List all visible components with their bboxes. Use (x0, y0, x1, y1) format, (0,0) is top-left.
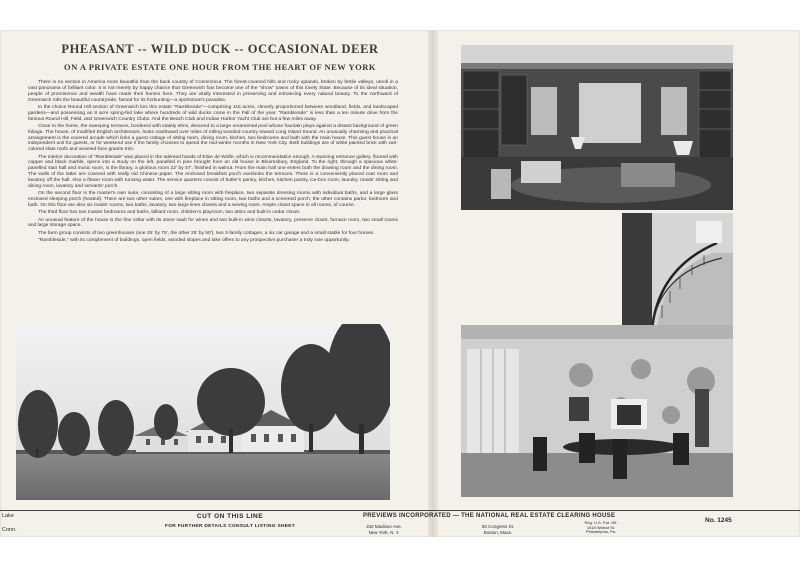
cut-line-label: CUT ON THIS LINE (196, 513, 264, 520)
address-philadelphia (566, 521, 636, 535)
page-subtitle: ON A PRIVATE ESTATE ONE HOUR FROM THE HEART OF NEW YORK (64, 62, 376, 72)
details-note: FOR FURTHER DETAILS CONSULT LISTING SHEET (165, 524, 295, 529)
paragraph: The farm group consists of two greenhouses (one 25' by 75', the other 25' by 50'), two 2-family cottages, a six car garage and a small stable for four horses. (38, 230, 375, 236)
address-line: 342 Madison Ave. (366, 524, 402, 529)
listing-number: No. 1245 (705, 517, 732, 524)
right-page (440, 30, 800, 510)
library-interior-photo (461, 45, 733, 210)
estate-exterior-photo (16, 324, 390, 500)
trademark-note: Reg. U.S. Pat. Off. (584, 520, 618, 525)
footer-strip (0, 510, 800, 538)
address-new-york (354, 524, 414, 535)
company-name: PREVIEWS INCORPORATED — THE NATIONAL REAL ESTATE CLEARING HOUSE (363, 513, 616, 519)
paragraph: "Rambleside," with its complement of buildings, open fields, wooded slopes and lake offers to any prospective purchaser a truly rare opportunity. (38, 238, 350, 244)
footer-location-lake: Lake (2, 513, 14, 519)
address-line: Boston, Mass. (483, 529, 513, 535)
paragraph: The interior decoration of "Rambleside" was placed in the talented hands of Elsie de Wolfe, which is recommendation enough. A stunning entrance gallery, floored with copper and black marble, opens into a study on the left, panelled in pine brought from an old house in Bloomsbury, England. To the right, through a spacious white-panelled stair hall and music room, is the library, a glorious room 22' by 57', finished in walnut. From the main hall one enters both the drawing room and the dining room. The walls of the latter are covered with really old Chinese paper. The enclosed breakfast porch overlooks the terraces. There is a conveniently placed coat room and lavatory off the hall. Also a flower room with running water. The service quarters consist of butler's pantry, kitchen, kitchen pantry, ice-box room, laundry, maids' sitting and dining room, lavatory and servants' porch. (28, 154, 398, 189)
left-page (0, 30, 430, 510)
paragraph: Close to the home, the sweeping terraces, bordered with stately elms, descend to a large ornamental pool whose fountain plays against a distant background of green foliage. The house, of modified English architecture, looks southward over miles of rolling wooded country toward Long Island Sound. An unusually charming and practical arrangement is the covered arcade which links a guest cottage of sitting room, dining room, kitchen, two bedrooms and bath with the main house. This guest house is an independent unit for guests, or for weekend use if the family chooses to spend the mid-winter months in New York City. Both buildings are of white painted brick with vari-colored slate roofs and seamed-face granite trim. (28, 123, 398, 153)
paragraph: An unusual feature of the house is the fine cellar with its stone vault for wines and two built-in wine closets, lavatory, preserve closet, furnace room, two small rooms and large storage space. (28, 217, 398, 229)
paragraph: There is no section in America more beautiful than the back country of Connecticut. The forest-covered hills and rocky uplands, broken by fertile valleys, unroll in a vast panorama of brilliant color. It is not merely by happy chance that Greenwich has become one of the "show" towns of this lovely State. Because of its ideal situation, people of prominence and wealth have made their homes here. They are vitally interested in preserving and enhancing every natural beauty. To the northward of Greenwich rolls the beautiful countryside, famed for its foxhunting—a sportsman's paradise. (28, 80, 398, 103)
footer-location-conn: Conn. (2, 527, 17, 533)
body-text (28, 80, 398, 245)
paragraph: The third floor has two master bedrooms and baths, billiard room, children's playroom, two attics and built-in cedar closet. (38, 210, 301, 216)
address-line: Philadelphia, Pa. (585, 529, 617, 535)
address-boston (468, 524, 528, 535)
paragraph: On the second floor is the master's own suite, consisting of a large sitting room with fireplace, two separate dressing rooms with individual baths, and a large glass enclosed sleeping porch (heated). There are two other suites, one with fireplace in sitting room, two baths and a screened porch; the other contains parlor, bedroom and bath. On this floor are also six maids' rooms, two baths, lavatory, two large linen closets and a sewing room. Ample closet space in all rooms, of course. (28, 191, 398, 208)
address-line: 50 Congress St. (481, 524, 515, 529)
address-line: 1518 Walnut St. (586, 524, 616, 530)
paragraph: In the choice Round Hill section of Greenwich lies this estate "Rambleside"—comprising 116 acres, cleverly proportioned between woodland, fields, and landscaped gardens—and possessing an 8 acre spring-fed lake where hundreds of wild ducks come in the Fall of the year. "Rambleside" is less than a ten minute drive from the famous Round Hill, Field, and Greenwich Country Clubs. And the Beach Club and Indian Harbor Yacht Club are but a few miles away. (28, 104, 398, 122)
page-title: PHEASANT -- WILD DUCK -- OCCASIONAL DEER (61, 42, 379, 56)
dining-room-photo (461, 325, 733, 497)
address-line: New York, N. Y. (368, 529, 400, 535)
stair-hall-photo (622, 213, 733, 330)
